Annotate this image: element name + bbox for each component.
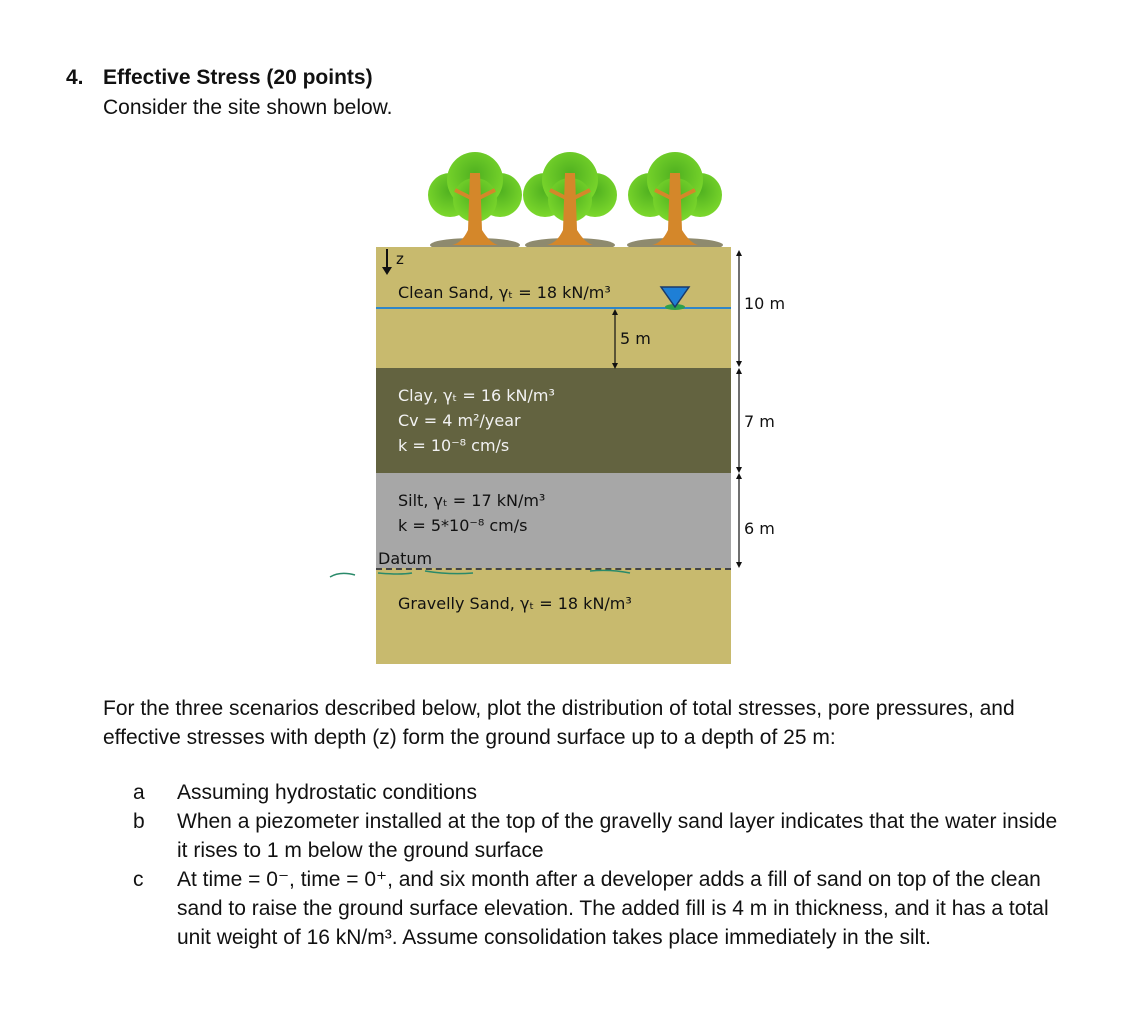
scenario-letter: c xyxy=(133,868,144,891)
z-arrow-icon xyxy=(381,249,393,275)
z-axis-label: z xyxy=(396,250,404,268)
scenario-text: When a piezometer installed at the top of the gravelly sand layer indicates that the water inside it rises to 1 m below the ground surface xyxy=(177,810,1058,862)
scenario-a xyxy=(133,778,1063,807)
scenario-c xyxy=(133,865,1063,952)
scenario-letter: b xyxy=(133,810,145,833)
water-depth-label: 5 m xyxy=(620,329,651,348)
question-number: 4. xyxy=(66,66,84,89)
clay-label-line-3: k = 10⁻⁸ cm/s xyxy=(398,436,510,455)
gravelly-sand-label: Gravelly Sand, γₜ = 18 kN/m³ xyxy=(398,594,632,613)
clean-sand-label: Clean Sand, γₜ = 18 kN/m³ xyxy=(398,283,611,302)
water-depth-dimension-icon xyxy=(610,309,620,369)
clean-sand-thickness-label: 10 m xyxy=(744,294,786,313)
datum-label: Datum xyxy=(378,549,433,568)
water-table-symbol-icon xyxy=(658,285,692,311)
silt-label-line-1: Silt, γₜ = 17 kN/m³ xyxy=(398,491,546,510)
clay-label-line-2: Cv = 4 m²/year xyxy=(398,411,521,430)
annotation-marks-icon xyxy=(320,565,640,585)
scenario-list xyxy=(133,778,1063,952)
silt-thickness-label: 6 m xyxy=(744,519,775,538)
scenario-text: Assuming hydrostatic conditions xyxy=(177,781,477,804)
instructions-paragraph: For the three scenarios described below, plot the distribution of total stresses, pore pressures, and effective stresses with depth (z) form the ground surface up to a depth of 25 m: xyxy=(103,697,1015,749)
clay-label-line-1: Clay, γₜ = 16 kN/m³ xyxy=(398,386,555,405)
clay-thickness-label: 7 m xyxy=(744,412,775,431)
scenario-letter: a xyxy=(133,781,145,804)
trees-icon xyxy=(420,145,730,255)
scenario-b xyxy=(133,807,1063,865)
question-title-text: Effective Stress (20 points) xyxy=(103,66,373,89)
silt-label-line-2: k = 5*10⁻⁸ cm/s xyxy=(398,516,528,535)
scenario-text: At time = 0⁻, time = 0⁺, and six month after a developer adds a fill of sand on top of the clean sand to raise the ground surface elevation. The added fill is 4 m in thickness, and it has a total unit weight of 16 kN/m³. Assume consolidation takes place immediately in the silt. xyxy=(177,868,1049,949)
question-subtitle: Consider the site shown below. xyxy=(103,96,393,119)
